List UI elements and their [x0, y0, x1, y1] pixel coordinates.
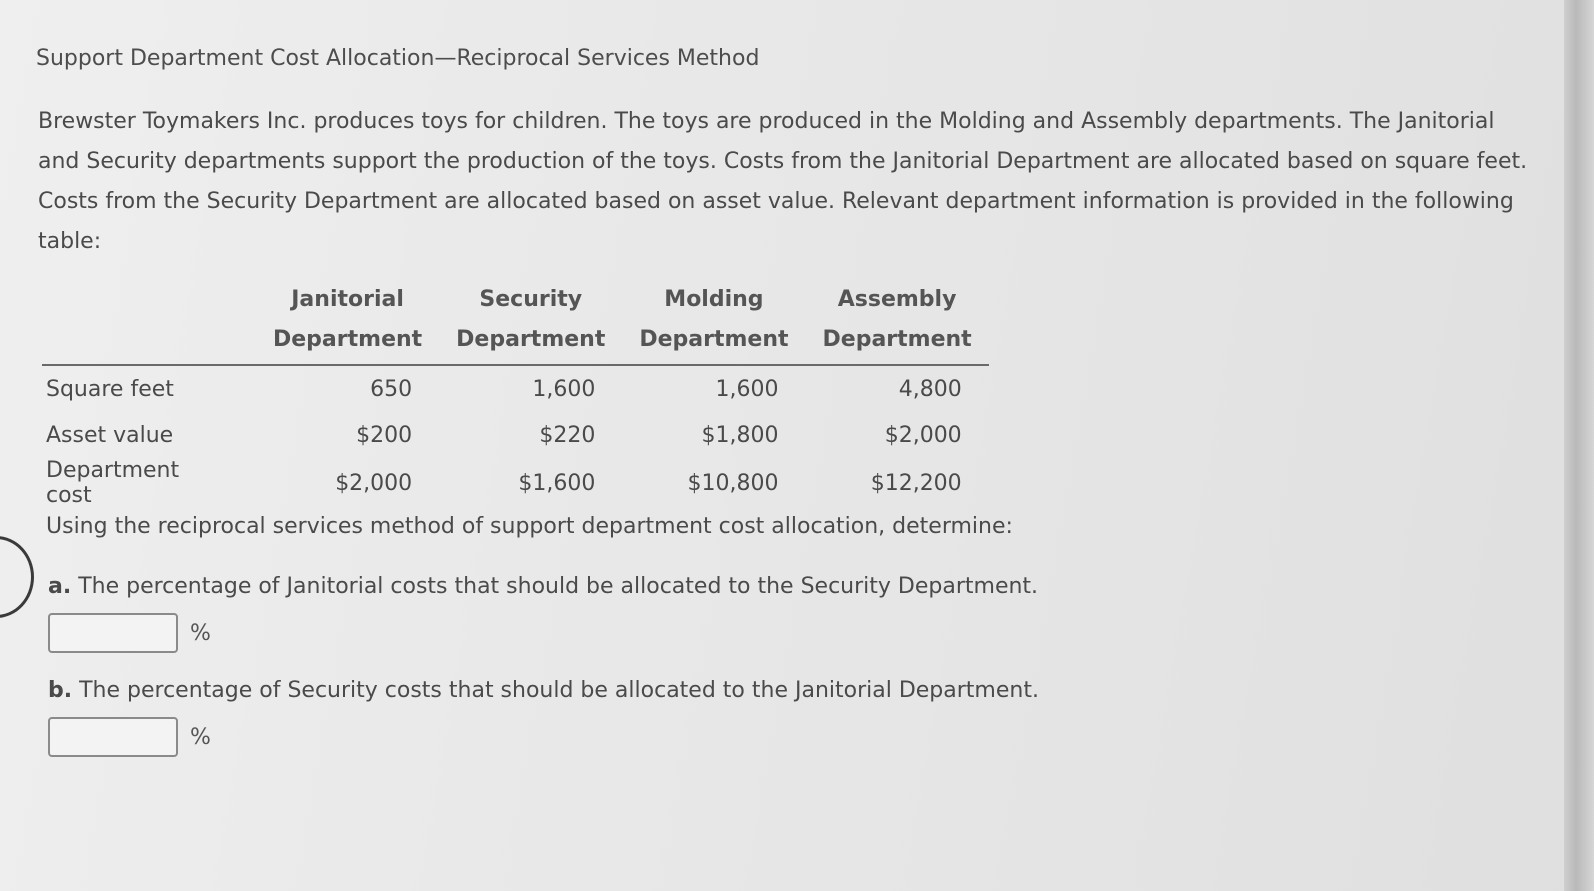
question-intro: Using the reciprocal services method of support department cost allocation, determine: [46, 514, 1013, 539]
header-line-1: Assembly [837, 287, 957, 312]
janitorial-to-security-percent-input[interactable] [48, 613, 178, 653]
percent-unit: % [190, 724, 211, 750]
table-header-row [42, 280, 989, 365]
header-assembly [806, 280, 989, 365]
cell-security: $1,600 [518, 470, 596, 496]
header-line-2: Department [639, 327, 789, 352]
question-a-text [48, 574, 1038, 599]
row-label: Asset value [46, 422, 174, 448]
cell-molding: $10,800 [687, 470, 779, 496]
page-right-edge [1564, 0, 1594, 891]
row-label: Square feet [46, 376, 174, 402]
cell-security: 1,600 [532, 376, 596, 402]
table-row-department-cost [42, 458, 989, 508]
cell-security: $220 [539, 422, 596, 448]
question-a [48, 574, 1038, 653]
security-to-janitorial-percent-input[interactable] [48, 717, 178, 757]
question-prompt: The percentage of Security costs that should be allocated to the Janitorial Department. [79, 678, 1039, 703]
header-security [439, 280, 622, 365]
cell-janitorial: $2,000 [335, 470, 413, 496]
cell-assembly: $12,200 [870, 470, 962, 496]
header-line-1: Molding [664, 287, 764, 312]
cell-assembly: $2,000 [884, 422, 962, 448]
cell-assembly: 4,800 [898, 376, 962, 402]
question-letter: a. [48, 574, 72, 599]
page-title: Support Department Cost Allocation—Reciprocal Services Method [36, 46, 760, 71]
answer-row [48, 717, 1039, 757]
header-molding [622, 280, 805, 365]
header-janitorial [256, 280, 439, 365]
pen-mark [0, 536, 34, 618]
header-blank-cell [42, 280, 256, 365]
row-label: Department cost [46, 458, 180, 508]
intro-paragraph: Brewster Toymakers Inc. produces toys for children. The toys are produced in the Molding and Assembly departments. The Janitorial and Security departments support the production of the toys. Costs from the Janitorial Department are allocated based on square feet. Costs from the Security Department are allocated based on asset value. Relevant department information is provided in the following table: [38, 109, 1528, 254]
percent-unit: % [190, 620, 211, 646]
department-info-table [42, 280, 989, 508]
table-row-square-feet [42, 365, 989, 412]
question-prompt: The percentage of Janitorial costs that should be allocated to the Security Department. [78, 574, 1039, 599]
cell-janitorial: 650 [370, 376, 413, 402]
header-line-1: Janitorial [291, 287, 404, 312]
header-line-2: Department [456, 327, 606, 352]
header-line-2: Department [822, 327, 972, 352]
question-letter: b. [48, 678, 73, 703]
table-row-asset-value [42, 412, 989, 458]
cell-janitorial: $200 [356, 422, 413, 448]
answer-row [48, 613, 1038, 653]
header-line-1: Security [479, 287, 583, 312]
cell-molding: 1,600 [715, 376, 779, 402]
question-b [48, 678, 1039, 757]
cell-molding: $1,800 [701, 422, 779, 448]
header-line-2: Department [273, 327, 423, 352]
question-b-text [48, 678, 1039, 703]
